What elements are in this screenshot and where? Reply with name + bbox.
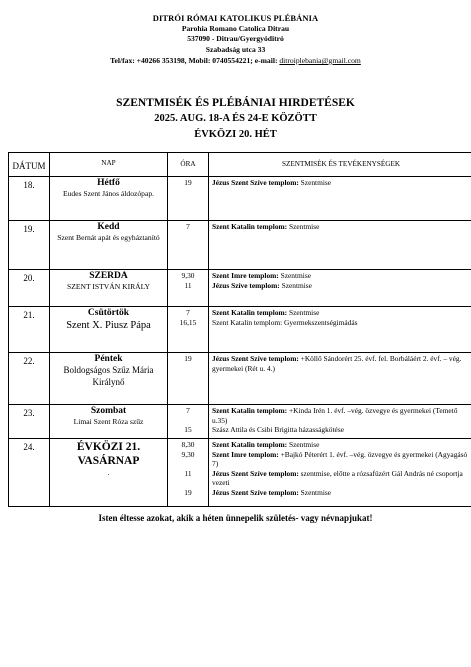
- row-times: [168, 221, 209, 270]
- date-range: 2025. AUG. 18-A ÉS 24-E KÖZÖTT: [154, 113, 317, 124]
- activity: [212, 440, 470, 450]
- row-activities: [209, 270, 471, 307]
- church-name: Szent Katalin templom:: [212, 406, 288, 415]
- parish-postcode: 537090 - Ditrau/Gyergyóditró: [187, 34, 284, 43]
- row-day: [50, 177, 168, 221]
- row-times: [168, 405, 209, 439]
- time: 15: [184, 425, 192, 435]
- activity-text: Szentmise: [279, 280, 312, 290]
- activity-text: Szentmise: [298, 487, 332, 497]
- page-title: SZENTMISÉK ÉS PLÉBÁNIAI HIRDETÉSEK: [116, 97, 355, 109]
- church-name: Jézus Szent Szíve templom:: [212, 468, 299, 478]
- church-name: Szent Imre templom:: [212, 449, 279, 459]
- day-name: Péntek: [94, 354, 123, 364]
- saint-name: Eudes Szent János áldozópap.: [62, 189, 155, 198]
- activity-text: +Kinda Irén 1. évf. –vég. özvegye és gyermekei (Temető u.35): [212, 406, 458, 425]
- church-name: Jézus Szent Szíve templom:: [212, 354, 299, 363]
- header-time: ÓRA: [168, 153, 209, 177]
- day-name: Szombat: [90, 406, 127, 416]
- activity: [212, 178, 470, 188]
- church-name: Jézus Szent Szíve templom:: [212, 178, 299, 187]
- row-date: 19.: [9, 221, 50, 270]
- activity: [212, 425, 470, 435]
- row-activities: [209, 405, 471, 439]
- row-activities: [209, 177, 471, 221]
- table-row: [9, 270, 471, 307]
- activity-text: Szentmise: [278, 271, 312, 280]
- row-day: [50, 270, 168, 307]
- activity: [212, 469, 470, 488]
- church-name: Szent Imre templom:: [212, 271, 279, 280]
- activity: [212, 222, 470, 232]
- time: 7: [186, 406, 190, 415]
- activity-text: Szentmise: [287, 308, 320, 317]
- saint-name: Szent Bernát apát és egyháztanító: [57, 233, 160, 242]
- table-row: [9, 177, 471, 221]
- time: 7: [186, 308, 190, 317]
- activity-text: +Köllő Sándorért 25. évf. fel. Borbáláért 2. évf. – vég. gyermekei (Rét u. 4.): [212, 354, 462, 373]
- row-times: [168, 270, 209, 307]
- row-times: [168, 177, 209, 221]
- time: 9,30: [181, 271, 195, 280]
- activity-text: Szentmise: [298, 178, 332, 187]
- row-date: 23.: [9, 405, 50, 439]
- row-date: 22.: [9, 353, 50, 405]
- row-date: 18.: [9, 177, 50, 221]
- day-name: Kedd: [97, 222, 120, 232]
- day-name: Hétfő: [97, 178, 120, 188]
- activity: [212, 450, 470, 469]
- activity-text: Szent Katalin templom: Gyermekszentségimádás: [212, 317, 358, 327]
- row-day: [50, 353, 168, 405]
- activity: [212, 281, 470, 291]
- church-name: Szent Katalin templom:: [212, 308, 288, 317]
- saint-name: Limai Szent Róza szűz: [73, 417, 144, 426]
- activity: [212, 406, 470, 425]
- email-link[interactable]: ditroiplebania@gmail.com: [279, 56, 361, 65]
- time: 16,15: [179, 317, 197, 327]
- time: 8,30: [181, 440, 195, 449]
- header-day: NAP: [50, 153, 168, 177]
- row-activities: [209, 307, 471, 353]
- table-row: [9, 221, 471, 270]
- saint-name: SZENT ISTVÁN KIRÁLY: [66, 282, 151, 291]
- birthday-greeting: Isten éltesse azokat, akik a héten ünnepelik születés- vagy névnapjukat!: [98, 513, 373, 523]
- saint-name: .: [107, 468, 110, 477]
- activity: [212, 354, 470, 373]
- header-activities: SZENTMISÉK ÉS TEVÉKENYSÉGEK: [209, 153, 471, 177]
- day-name: SZERDA: [89, 271, 128, 281]
- time: 19: [184, 354, 192, 363]
- week-name: ÉVKÖZI 20. HÉT: [194, 129, 277, 140]
- row-day: [50, 307, 168, 353]
- activity-text: +Bajkó Péterért 1. évf. –vég. özvegye és gyermekei (Agyagásó 7): [212, 449, 468, 469]
- day-name: Csütörtök: [87, 308, 130, 318]
- row-day: [50, 439, 168, 507]
- row-activities: [209, 221, 471, 270]
- row-times: [168, 307, 209, 353]
- time: 11: [184, 280, 192, 290]
- church-name: Szent Katalin templom:: [212, 440, 288, 449]
- time: 7: [186, 222, 190, 231]
- schedule-table: [8, 152, 471, 507]
- activity-text: Szentmise: [287, 440, 320, 449]
- activity-text: szentmise, előtte a rózsafüzért Gál András né csoportja vezeti: [212, 468, 463, 488]
- activity: [212, 271, 470, 281]
- table-row: [9, 353, 471, 405]
- saint-name: Szent X. Piusz Pápa: [66, 320, 151, 331]
- time: 9,30: [181, 449, 195, 459]
- church-name: Jézus Szent Szíve templom:: [212, 487, 299, 497]
- parish-street: Szabadság utca 33: [205, 45, 266, 54]
- activity-text: Szász Attila és Csibi Brigitta házasságkötése: [212, 425, 344, 435]
- activity: [212, 318, 470, 328]
- time: 11: [184, 468, 192, 478]
- row-times: [168, 353, 209, 405]
- parish-latin-name: Parohia Romano Catolica Ditrau: [181, 24, 290, 33]
- row-activities: [209, 439, 471, 507]
- row-day: [50, 221, 168, 270]
- row-date: 20.: [9, 270, 50, 307]
- table-header-row: [9, 153, 471, 177]
- table-row: [9, 307, 471, 353]
- header-date: DÁTUM: [9, 153, 50, 177]
- row-activities: [209, 353, 471, 405]
- row-date: 24.: [9, 439, 50, 507]
- row-date: 21.: [9, 307, 50, 353]
- activity: [212, 488, 470, 498]
- activity-text: Szentmise: [287, 222, 320, 231]
- church-name: Jézus Szíve templom:: [212, 280, 280, 290]
- time: 19: [184, 178, 192, 187]
- saint-name: Boldogságos Szűz Mária Királynő: [63, 365, 154, 387]
- activity: [212, 308, 470, 318]
- church-name: Szent Katalin templom:: [212, 222, 288, 231]
- row-times: [168, 439, 209, 507]
- table-row: [9, 405, 471, 439]
- parish-contact: [0, 56, 471, 65]
- contact-text: Tel/fax: +40266 353198, Mobil: 0740554221; e-mail:: [110, 56, 278, 65]
- day-name: ÉVKÖZI 21. VASÁRNAP: [76, 441, 141, 467]
- time: 19: [184, 487, 192, 497]
- table-row: [9, 439, 471, 507]
- parish-name: DITRÓI RÓMAI KATOLIKUS PLÉBÁNIA: [152, 13, 319, 23]
- row-day: [50, 405, 168, 439]
